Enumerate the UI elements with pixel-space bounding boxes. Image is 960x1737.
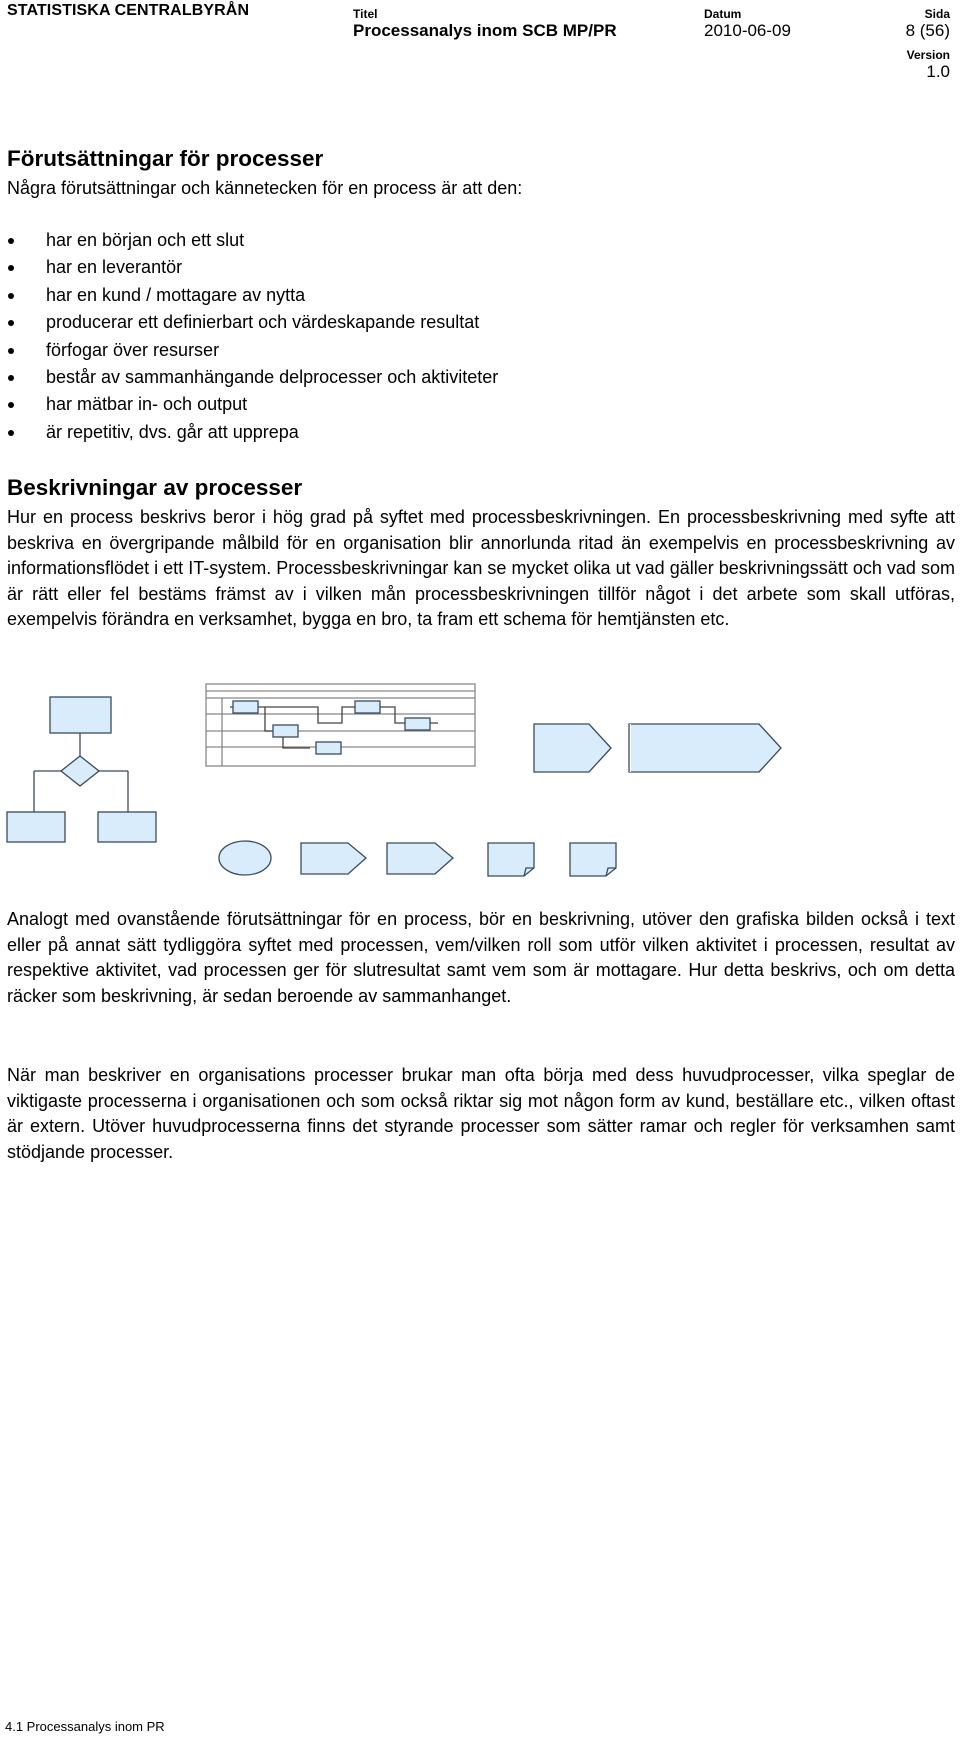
list-item [0, 254, 498, 281]
section-heading-prerequisites: Förutsättningar för processer [7, 146, 324, 171]
page-label: Sida [924, 7, 950, 21]
bullet-icon [8, 430, 14, 436]
bullet-icon [8, 402, 14, 408]
document-symbol [570, 843, 616, 876]
section-lead-text: Några förutsättningar och kännetecken för en process är att den: [7, 178, 523, 198]
bullet-icon [8, 293, 14, 299]
value-chain-step [629, 724, 781, 772]
date-label: Datum [704, 7, 742, 21]
flowchart-start-box [50, 697, 111, 733]
value-chain-example [534, 724, 781, 772]
swimlane-task [233, 701, 258, 713]
bullet-icon [8, 375, 14, 381]
swimlane-example [206, 684, 475, 766]
flowchart-example [7, 697, 156, 842]
swimlane-task [316, 742, 341, 754]
title-label: Titel [353, 7, 378, 21]
list-item [0, 391, 498, 418]
list-item [0, 227, 498, 254]
list-item-text: förfogar över resurser [46, 339, 220, 360]
process-symbol-row [219, 841, 616, 876]
section-heading-descriptions: Beskrivningar av processer [7, 475, 303, 500]
version-number: 1.0 [926, 62, 950, 81]
bullet-icon [8, 238, 14, 244]
version-label: Version [906, 48, 950, 62]
bullet-icon [8, 320, 14, 326]
list-item [0, 282, 498, 309]
analogous-paragraph: Analogt med ovanstående förutsättningar för en process, bör en beskrivning, utöver den grafiska bilden också i text eller på annat sätt tydliggöra syftet med processen, vem/vilken roll som utför vilken aktivitet i processen, resultat av respektive aktivitet, vad processen ger för slutresultat samt vem som är mottagare. Hur detta beskrivs, och om detta räcker som beskrivning, är sedan beroende av sammanhanget. [7, 909, 955, 1006]
list-item-text: består av sammanhängande delprocesser och aktiviteter [46, 366, 499, 387]
oval-symbol [219, 841, 271, 875]
flowchart-box-right [98, 812, 156, 842]
list-item [0, 337, 498, 364]
prerequisites-list [0, 227, 498, 446]
list-item-text: har en början och ett slut [46, 230, 245, 250]
list-item-text: har en leverantör [46, 257, 183, 278]
document-title: Processanalys inom SCB MP/PR [353, 21, 617, 40]
list-item-text: har mätbar in- och output [46, 394, 248, 415]
swimlane-task [405, 718, 430, 730]
bullet-icon [8, 348, 14, 354]
flowchart-box-left [7, 812, 65, 842]
list-item-text: är repetitiv, dvs. går att upprepa [46, 421, 299, 442]
value-chain-step [534, 724, 611, 772]
main-processes-paragraph: När man beskriver en organisations processer brukar man ofta börja med dess huvudprocesser, vilka speglar de viktigaste processerna i organisationen och som också riktar sig mot någon form av kund, beställare etc., vilken oftast är extern. Utöver huvudprocesserna finns det styrande processer som sätter ramar och regler för verksamhen samt stödjande processer. [7, 1065, 955, 1162]
document-date: 2010-06-09 [704, 21, 791, 40]
section-paragraph: Hur en process beskrivs beror i hög grad på syftet med processbeskrivningen. En processbeskrivning med syfte att beskriva en övergripande målbild för en organisation blir annorlunda ritad än exempelvis en processbeskrivning av informationsflödet i ett IT-system. Processbeskrivningar kan se mycket olika ut vad gäller beskrivningssätt och vad som är rätt eller fel bestäms främst av i vilken mån processbeskrivningen tillför något i det arbete som skall utföras, exempelvis förändra en verksamhet, bygga en bro, ta fram ett schema för hemtjänsten etc. [7, 507, 955, 630]
swimlane-task [273, 725, 298, 737]
pentagon-arrow-symbol [387, 843, 453, 874]
flowchart-decision-diamond [61, 756, 99, 786]
list-item [0, 364, 498, 391]
footer-section-reference: 4.1 Processanalys inom PR [5, 1719, 165, 1734]
document-symbol [488, 843, 534, 876]
page-number: 8 (56) [905, 21, 950, 40]
swimlane-task [355, 701, 380, 713]
list-item [0, 419, 498, 446]
bullet-icon [8, 265, 14, 271]
swimlane-frame [206, 684, 475, 766]
pentagon-arrow-symbol [301, 843, 366, 874]
list-item [0, 309, 498, 336]
list-item-text: har en kund / mottagare av nytta [46, 284, 306, 305]
list-item-text: producerar ett definierbart och värdeskapande resultat [46, 312, 480, 333]
organization-name: STATISTISKA CENTRALBYRÅN [7, 2, 250, 19]
